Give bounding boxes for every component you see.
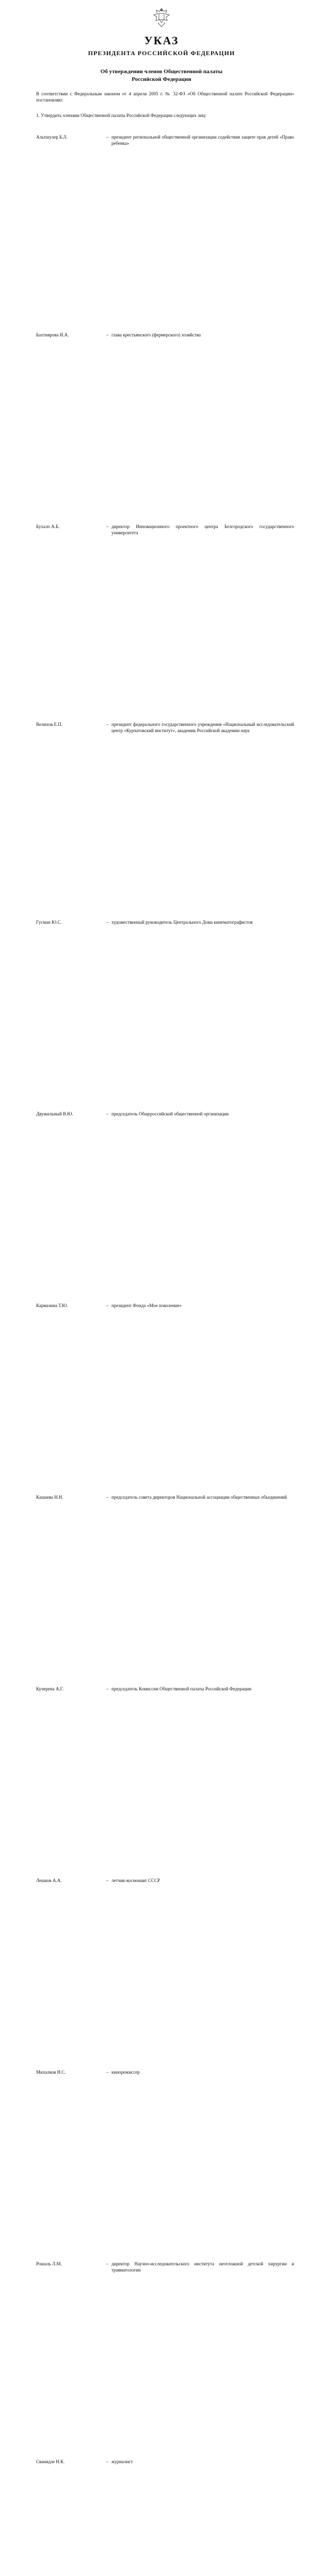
member-row	[36, 523, 294, 536]
member-name: Рошаль Л.М.	[36, 2261, 62, 2266]
member-row	[36, 134, 294, 146]
member-row	[36, 332, 294, 338]
dash: –	[106, 524, 109, 529]
member-position: журналист	[111, 2459, 133, 2464]
member-position: президент федерального государственного учреждения «Национальный исследовательский центр «Курчатовский институт», академик Российской академии наук	[111, 722, 294, 733]
member-name: Велихов Е.П.	[36, 722, 62, 727]
member-position: президент Фонда «Мое поколение»	[111, 1303, 182, 1308]
dash: –	[106, 2261, 109, 2266]
member-row	[36, 1686, 294, 1692]
member-name: Михалков Н.С.	[36, 2070, 66, 2075]
dash: –	[106, 1878, 109, 1883]
member-position: председатель совета директоров Национальной ассоциации общественных объединений	[111, 1495, 287, 1500]
member-row	[36, 1302, 294, 1309]
member-name: Кучерена А.Г.	[36, 1686, 64, 1691]
member-name: Альтшулер Б.Л.	[36, 134, 68, 140]
member-position: председатель Общероссийской общественной организации	[111, 1111, 229, 1116]
decree-subject	[0, 68, 323, 83]
member-row	[36, 721, 294, 734]
member-name: Гусман Ю.С.	[36, 920, 62, 925]
dash: –	[106, 722, 109, 727]
member-position: художественный руководитель Центрального Дома кинематографистов	[111, 920, 253, 925]
decree-subject-line1: Об утверждении членов Общественной палаты	[100, 69, 223, 75]
preamble: В соответствии с Федеральным законом от 4 апреля 2005 г. № 32-ФЗ «Об Общественной палате Российской Федерации» постановляю:	[36, 91, 294, 103]
dash: –	[106, 1303, 109, 1308]
member-name: Бахтиярова И.А.	[36, 332, 69, 337]
dash: –	[106, 2070, 109, 2075]
member-row	[36, 1494, 294, 1500]
member-position: директор Инновационного проектного центра Белгородского государственного университета	[111, 524, 294, 535]
dash: –	[106, 2459, 109, 2464]
member-position: председатель Комиссии Общественной палаты Российской Федерации	[111, 1686, 252, 1691]
member-name: Сванидзе Н.К.	[36, 2459, 65, 2464]
member-position: директор Научно-исследовательского института неотложной детской хирургии и травматологии	[111, 2261, 294, 2273]
member-name: Двужильный В.Ю.	[36, 1111, 73, 1116]
member-row	[36, 2069, 294, 2075]
dash: –	[106, 1686, 109, 1691]
member-name: Кармазина Т.Ю.	[36, 1303, 68, 1308]
member-name: Лешков А.А.	[36, 1878, 62, 1883]
clause-1: 1. Утвердить членами Общественной палаты Российской Федерации следующих лиц:	[36, 113, 206, 118]
dash: –	[106, 920, 109, 925]
member-row	[36, 919, 294, 925]
member-row	[36, 1877, 294, 1884]
member-row	[36, 1111, 294, 1117]
coat-of-arms-icon	[151, 6, 172, 29]
member-position: летчик-космонавт СССР	[111, 1878, 160, 1883]
member-name: Кашаева Н.Н.	[36, 1495, 63, 1500]
decree-subject-line2: Российской Федерации	[132, 76, 191, 82]
member-name: Бухало А.Б.	[36, 524, 60, 529]
dash: –	[106, 1495, 109, 1500]
member-row	[36, 2261, 294, 2273]
decree-issuer: ПРЕЗИДЕНТА РОССИЙСКОЙ ФЕДЕРАЦИИ	[88, 49, 235, 57]
member-position: президент региональной общественной организации содействия защите прав детей «Право ребенка»	[111, 134, 294, 146]
dash: –	[106, 332, 109, 337]
dash: –	[106, 134, 109, 140]
member-row	[36, 2459, 294, 2465]
decree-title: УКАЗ	[144, 34, 179, 47]
member-position: кинорежиссер	[111, 2070, 140, 2075]
member-position: глава крестьянского (фермерского) хозяйства	[111, 332, 201, 337]
dash: –	[106, 1111, 109, 1116]
members-list	[36, 134, 294, 2576]
